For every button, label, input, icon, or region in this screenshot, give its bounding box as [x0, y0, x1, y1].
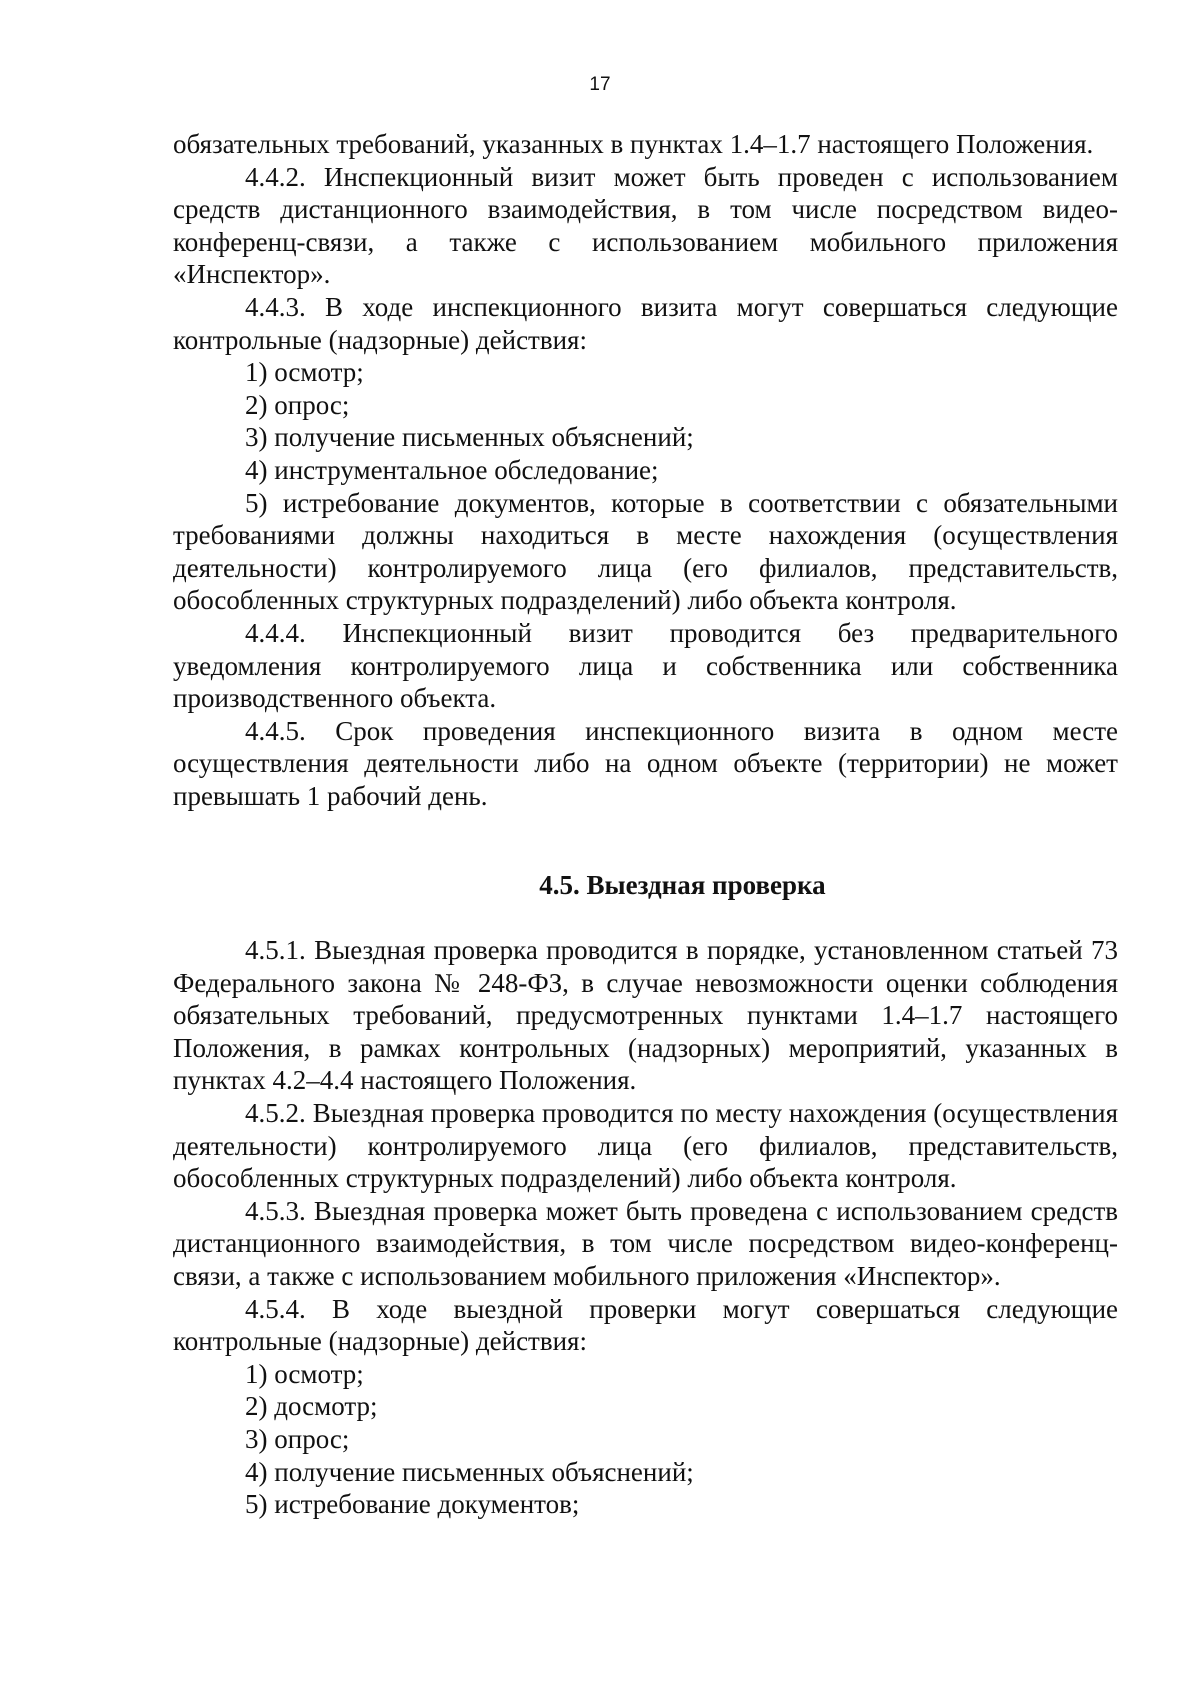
paragraph-4-4-2: 4.4.2. Инспекционный визит может быть проведен с использованием средств дистанционного взаимодействия, в том числе посредством видео-конференц-связи, а также с использованием мобильного приложения «Инспектор». [173, 161, 1118, 290]
list-item: 4) получение письменных объяснений; [245, 1456, 694, 1487]
section-heading-4-5: 4.5. Выездная проверка [539, 870, 826, 900]
paragraph-4-5-4: 4.5.4. В ходе выездной проверки могут совершаться следующие контрольные (надзорные) действия: [173, 1293, 1118, 1357]
list-item: 2) опрос; [245, 389, 350, 420]
paragraph-4-5-2: 4.5.2. Выездная проверка проводится по месту нахождения (осуществления деятельности) контролируемого лица (его филиалов, представительств, обособленных структурных подразделений) либо объекта контроля. [173, 1097, 1118, 1194]
section-4-4-body [173, 128, 1118, 812]
section-4-5-body [173, 934, 1118, 1521]
list-item: 4) инструментальное обследование; [245, 454, 659, 485]
paragraph-4-5-1: 4.5.1. Выездная проверка проводится в порядке, установленном статьей 73 Федерального закона № 248-ФЗ, в случае невозможности оценки соблюдения обязательных требований, предусмотренных пунктами 1.4–1.7 настоящего Положения, в рамках контрольных (надзорных) мероприятий, указанных в пунктах 4.2–4.4 настоящего Положения. [173, 935, 1118, 1096]
list-item: 2) досмотр; [245, 1391, 378, 1422]
list-item-long: 5) истребование документов, которые в соответствии с обязательными требованиями должны находиться в месте нахождения (осуществления деятельности) контролируемого лица (его филиалов, представительств, обособленных структурных подразделений) либо объекта контроля. [173, 487, 1118, 616]
paragraph-4-4-3: 4.4.3. В ходе инспекционного визита могут совершаться следующие контрольные (надзорные) действия: [173, 291, 1118, 355]
list-item: 1) осмотр; [245, 1358, 364, 1389]
paragraph-4-5-3: 4.5.3. Выездная проверка может быть проведена с использованием средств дистанционного взаимодействия, в том числе посредством видео-конференц-связи, а также с использованием мобильного приложения «Инспектор». [173, 1195, 1118, 1291]
list-item: 3) опрос; [245, 1423, 350, 1454]
list-item: 3) получение письменных объяснений; [245, 422, 694, 453]
list-item: 1) осмотр; [245, 357, 364, 388]
paragraph-4-4-5: 4.4.5. Срок проведения инспекционного визита в одном месте осуществления деятельности либо на одном объекте (территории) не может превышать 1 рабочий день. [173, 715, 1118, 811]
list-item: 5) истребование документов; [245, 1489, 580, 1520]
page-number: 17 [589, 74, 611, 95]
paragraph-4-4-4: 4.4.4. Инспекционный визит проводится без предварительного уведомления контролируемого лица и собственника или собственника производственного объекта. [173, 617, 1118, 714]
paragraph-continuation: обязательных требований, указанных в пунктах 1.4–1.7 настоящего Положения. [173, 129, 1094, 159]
